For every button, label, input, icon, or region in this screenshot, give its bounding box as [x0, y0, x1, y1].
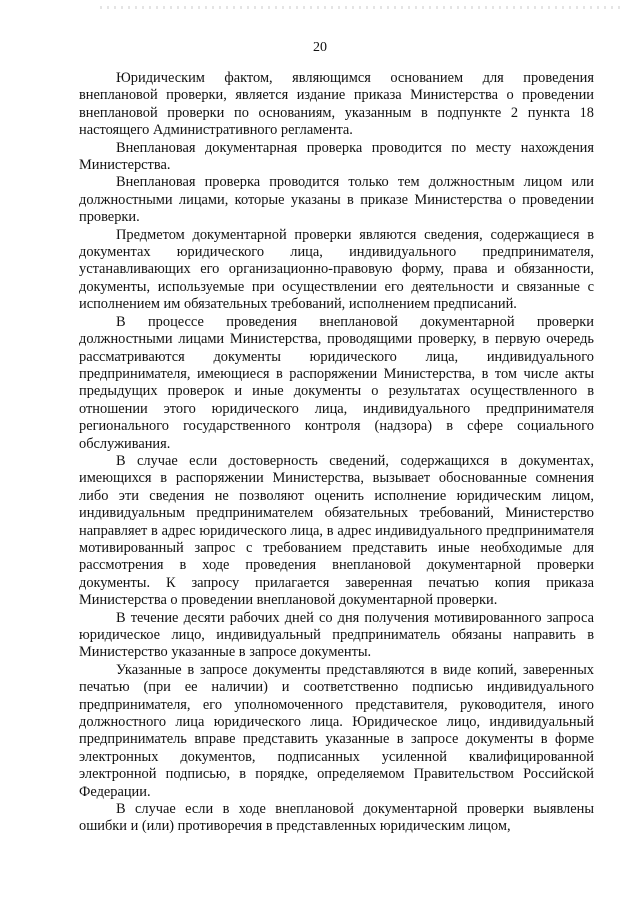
paragraph: В течение десяти рабочих дней со дня получения мотивированного запроса юридическое лицо, индивидуальный предприниматель обязаны направить в Министерство указанные в запросе документы. [79, 609, 594, 661]
paragraph: Внеплановая документарная проверка проводится по месту нахождения Министерства. [79, 139, 594, 174]
paragraph: В случае если в ходе внеплановой документарной проверки выявлены ошибки и (или) противоречия в представленных юридическим лицом, [79, 801, 594, 835]
paragraph: В случае если достоверность сведений, содержащихся в документах, имеющихся в распоряжении Министерства, вызывает обоснованные сомнения либо эти сведения не позволяют оценить исполнение юридическим лицом, индивидуальным предпринимателем обязательных требований, Министерство направляет в адрес юридического лица, в адрес индивидуального предпринимателя мотивированный запрос с требованием представить иные необходимые для рассмотрения в ходе проведения внеплановой документарной проверки документы. К запросу прилагается заверенная печатью копия приказа Министерства о проведении внеплановой документарной проверки. [79, 452, 594, 609]
document-body [79, 70, 594, 836]
paragraph: Предметом документарной проверки являются сведения, содержащиеся в документах юридического лица, индивидуального предпринимателя, устанавливающих его организационно-правовую форму, права и обязанности, документы, используемые при осуществлении его деятельности и связанные с исполнением им обязательных требований, исполнением предписаний. [79, 226, 594, 313]
paragraph: Указанные в запросе документы представляются в виде копий, заверенных печатью (при ее наличии) и соответственно подписью индивидуального предпринимателя, его уполномоченного представителя, руководителя, иного должностного лица юридического лица. Юридическое лицо, индивидуальный предприниматель вправе представить указанные в запросе документы в форме электронных документов, подписанных усиленной квалифицированной электронной подписью, в порядке, определяемом Правительством Российской Федерации. [79, 661, 594, 800]
paragraph: В процессе проведения внеплановой документарной проверки должностными лицами Министерства, проводящими проверку, в первую очередь рассматриваются документы юридического лица, индивидуального предпринимателя, имеющиеся в распоряжении Министерства, в том числе акты предыдущих проверок и иные документы о результатах осуществленного в отношении этого юридического лица, индивидуального предпринимателя регионального государственного контроля (надзора) в сфере социального обслуживания. [79, 313, 594, 452]
scan-artifact [100, 6, 620, 9]
paragraph: Внеплановая проверка проводится только тем должностным лицом или должностными лицами, которые указаны в приказе Министерства о проведении проверки. [79, 174, 594, 226]
page-number: 20 [313, 40, 327, 55]
paragraph: Юридическим фактом, являющимся основанием для проведения внеплановой проверки, является издание приказа Министерства о проведении внеплановой проверки по основаниям, указанным в подпункте 2 пункта 18 настоящего Административного регламента. [79, 70, 594, 139]
